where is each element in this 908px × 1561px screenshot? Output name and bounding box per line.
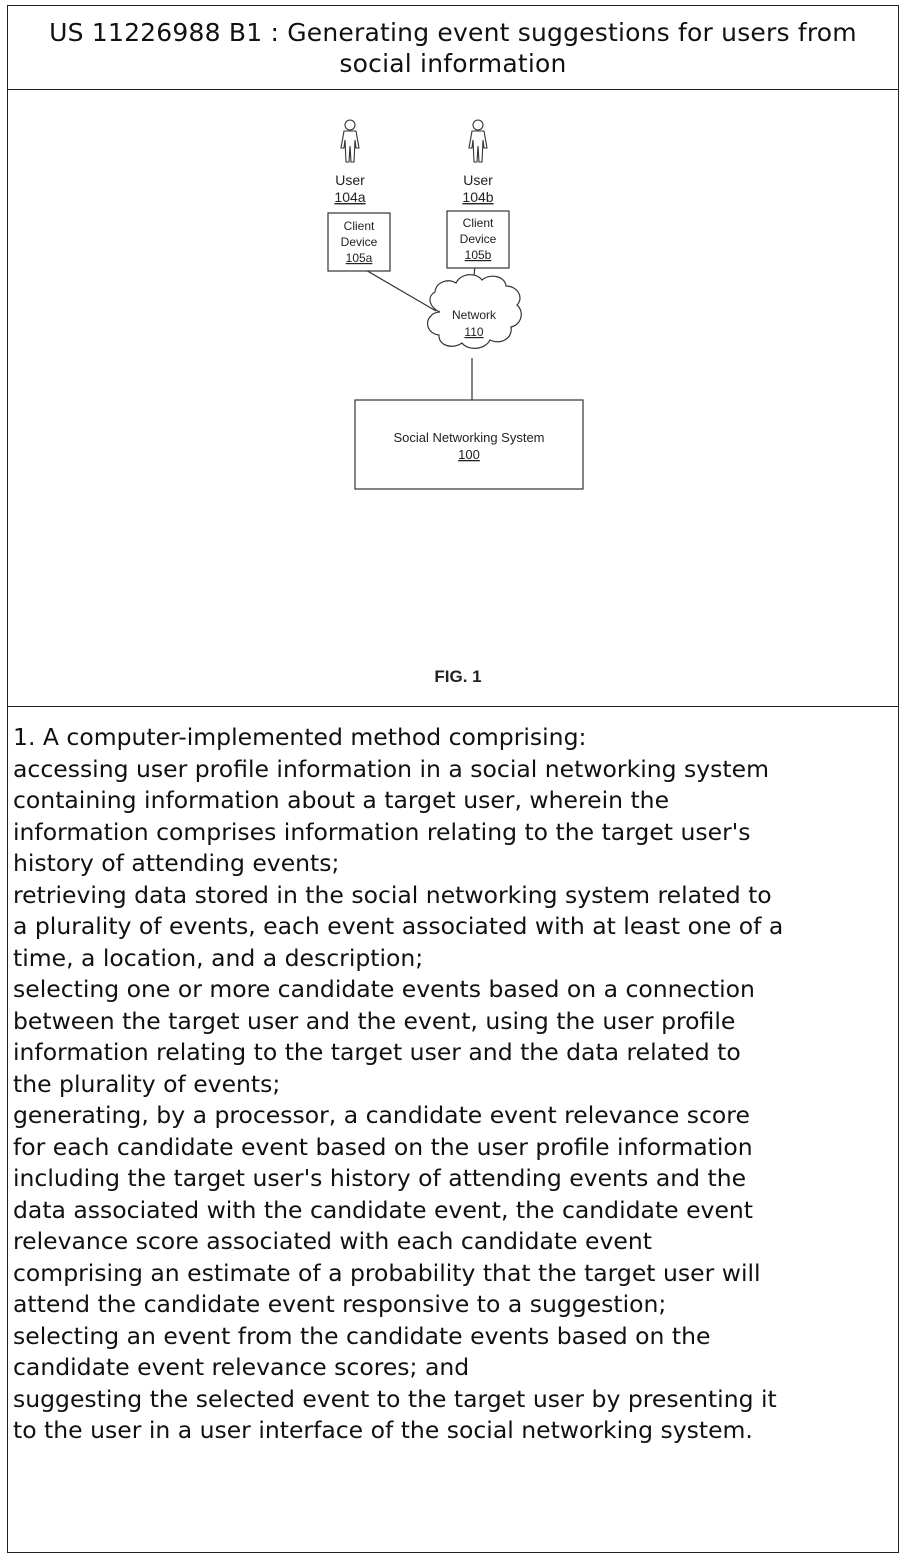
claim-line: generating, by a processor, a candidate event relevance score: [13, 1101, 750, 1129]
claim-line: data associated with the candidate event, the candidate event: [13, 1195, 754, 1224]
client-device-a-line1: Client: [343, 219, 375, 233]
claim-line: history of attending events;: [13, 849, 340, 877]
title-cell: [8, 6, 898, 90]
user-b-ref: 104b: [462, 189, 494, 205]
claim-line: selecting one or more candidate events based on a connection: [13, 975, 755, 1003]
claim-text: [8, 707, 898, 1447]
client-device-a-ref: 105a: [345, 251, 373, 265]
claim-line: for each candidate event based on the user profile information: [13, 1132, 753, 1161]
client-device-b-ref: 105b: [464, 248, 492, 262]
claim-line: including the target user's history of attending events and the: [13, 1164, 747, 1192]
user-b-person-icon: [469, 120, 487, 162]
user-a-person-icon: [341, 120, 359, 162]
claim-line: to the user in a user interface of the social networking system.: [13, 1416, 753, 1444]
client-device-b-line2: Device: [459, 232, 497, 246]
claim-line: candidate event relevance scores; and: [13, 1353, 470, 1381]
user-a-ref: 104a: [334, 189, 366, 205]
claim-line: time, a location, and a description;: [13, 943, 424, 972]
claim-line: attend the candidate event responsive to a suggestion;: [13, 1290, 667, 1318]
claim-line: containing information about a target user, wherein the: [13, 786, 670, 814]
client-device-b-line1: Client: [462, 216, 494, 230]
claim-line: information comprises information relating to the target user's: [13, 817, 751, 846]
claim-line: between the target user and the event, using the user profile: [13, 1006, 736, 1035]
patent-title: [49, 17, 857, 79]
figure-cell: [8, 90, 898, 707]
patent-title-line-2: social information: [339, 48, 567, 78]
claim-line: information relating to the target user and the data related to: [13, 1038, 741, 1066]
claim-line: retrieving data stored in the social networking system related to: [13, 880, 772, 909]
claim-line: accessing user profile information in a social networking system: [13, 754, 769, 783]
network-ref: 110: [464, 325, 484, 339]
claim-line: selecting an event from the candidate events based on the: [13, 1321, 711, 1350]
claim-line: comprising an estimate of a probability that the target user will: [13, 1258, 761, 1287]
social-networking-system-ref: 100: [458, 447, 480, 462]
user-b-label: User: [463, 172, 493, 188]
user-a-label: User: [335, 172, 365, 188]
patent-figure: [8, 90, 898, 706]
claim-line: a plurality of events, each event associated with at least one of a: [13, 912, 784, 940]
patent-title-line-1: US 11226988 B1 : Generating event suggestions for users from: [49, 17, 857, 47]
figure-caption: FIG. 1: [434, 667, 482, 686]
connector-device-a-network: [364, 269, 436, 311]
claim-line: 1. A computer-implemented method comprising:: [13, 723, 587, 751]
claim-line: the plurality of events;: [13, 1069, 281, 1098]
claim-line: relevance score associated with each candidate event: [13, 1227, 652, 1255]
network-label: Network: [451, 308, 497, 322]
claim-line: suggesting the selected event to the target user by presenting it: [13, 1384, 777, 1413]
patent-card: [7, 5, 899, 1553]
client-device-a-line2: Device: [340, 235, 378, 249]
social-networking-system-label: Social Networking System: [393, 430, 545, 445]
